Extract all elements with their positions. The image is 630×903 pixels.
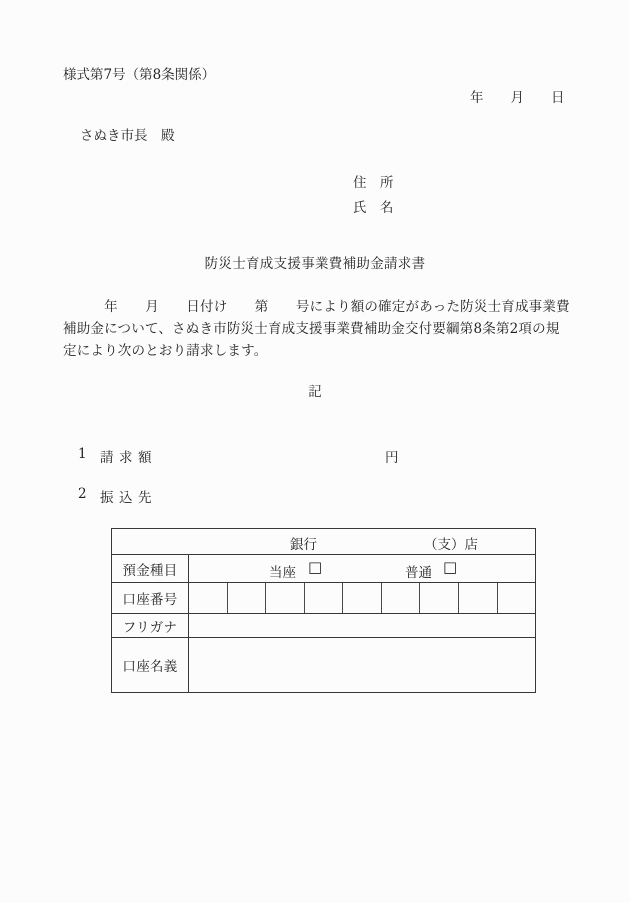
bank-label: 銀行 [290,537,317,553]
body-line-1: 年 月 日付け 第 号により額の確定があった防災士育成事業費 [63,299,570,315]
sender-name-label: 氏 名 [353,200,394,216]
form-number: 様式第7号（第8条関係） [63,67,216,83]
item-1-label: 請 求 額 [100,450,153,466]
item-2-label: 振 込 先 [100,490,153,506]
sender-address-label: 住 所 [353,175,394,191]
ordinary-checkbox[interactable]: □ [443,558,458,576]
account-type-label: 預金種目 [112,555,189,582]
item-1-number: 1 [78,446,87,462]
addressee: さぬき市長 殿 [80,128,175,144]
digit-cell[interactable] [342,583,381,613]
digit-cell[interactable] [227,583,266,613]
digit-cell[interactable] [265,583,304,613]
account-type-options [189,555,535,582]
body-line-3: 定により次のとおり請求します。 [63,343,268,359]
branch-label: （支）店 [424,537,478,553]
digit-cell[interactable] [304,583,343,613]
item-2-number: 2 [78,486,87,502]
checking-option-label: 当座 [269,565,296,581]
account-name-label: 口座名義 [112,638,189,692]
digit-cell[interactable] [381,583,420,613]
digit-cell[interactable] [419,583,458,613]
yen-unit-label: 円 [385,450,399,466]
checking-checkbox[interactable]: □ [308,558,323,576]
account-name-input-area[interactable] [189,638,535,692]
furigana-row [112,613,535,637]
account-number-cells [189,583,535,613]
furigana-input-area[interactable] [189,614,535,637]
account-number-row [112,582,535,613]
bank-transfer-table [111,528,536,693]
ki-heading: 記 [308,384,322,400]
digit-cell[interactable] [189,583,227,613]
body-line-2: 補助金について、さぬき市防災士育成支援事業費補助金交付要綱第8条第2項の規 [63,321,560,337]
bank-branch-row [112,529,535,554]
digit-cell[interactable] [458,583,497,613]
digit-cell[interactable] [497,583,536,613]
body-paragraph [63,296,575,362]
account-number-label: 口座番号 [112,583,189,613]
ordinary-option-label: 普通 [405,565,432,581]
account-type-row [112,554,535,582]
account-name-row [112,637,535,692]
furigana-label: フリガナ [112,614,189,637]
document-title: 防災士育成支援事業費補助金請求書 [204,256,426,272]
date-line: 年 月 日 [470,90,565,106]
